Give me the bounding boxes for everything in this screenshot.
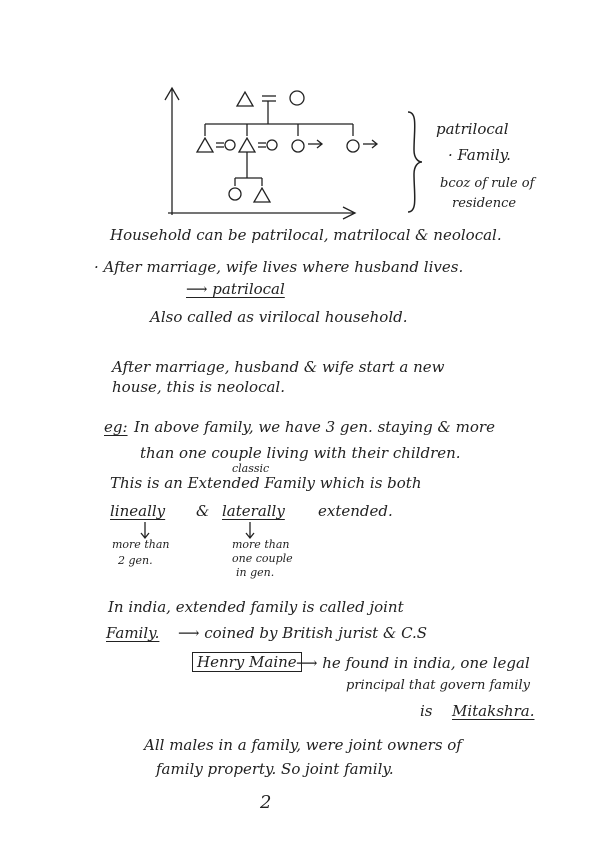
laterally-word: laterally [222, 502, 285, 520]
insert-word: classic [232, 462, 270, 475]
mitakshra-word: Mitakshra. [452, 702, 535, 720]
note-line-16: All males in a family, were joint owners of [144, 736, 462, 754]
arrow-note-left-1: more than [112, 538, 170, 551]
note-line-8: than one couple living with their children. [140, 444, 461, 462]
male-symbol [237, 92, 253, 106]
note-line-14: principal that govern family [346, 678, 531, 693]
note-line-12: ⟶ coined by British jurist & C.S [178, 624, 428, 642]
extended-word: extended. [318, 502, 393, 520]
lineally-word: lineally [110, 502, 166, 520]
note-line-13: ⟶ he found in india, one legal [296, 654, 530, 672]
side-note-line-2: · Family. [448, 146, 511, 164]
family-word: Family. [106, 624, 160, 642]
note-line-2: · After marriage, wife lives where husband lives. [94, 258, 464, 276]
arrow-note-right-1: more than [232, 538, 290, 551]
curly-brace [404, 110, 424, 215]
ampersand: & [196, 502, 210, 520]
note-line-7: In above family, we have 3 gen. staying & more [134, 418, 495, 436]
arrow-note-left-2: 2 gen. [118, 554, 153, 567]
side-note-line-1: patrilocal [436, 120, 509, 138]
note-line-9: This is an Extended Family which is both [110, 474, 422, 492]
note-line-1: Household can be patrilocal, matrilocal & neolocal. [110, 226, 502, 244]
note-line-17: family property. So joint family. [156, 760, 394, 778]
henry-maine-box: Henry Maine [192, 652, 302, 672]
note-line-3: ⟶ patrilocal [186, 280, 285, 298]
note-line-4: Also called as virilocal household. [150, 308, 408, 326]
kinship-diagram [150, 80, 400, 220]
side-note-line-3: bcoz of rule of [440, 176, 535, 191]
page-number: 2 [260, 792, 272, 813]
arrow-note-right-3: in gen. [236, 566, 275, 579]
note-line-6: house, this is neolocal. [112, 378, 285, 396]
example-label: eg: [104, 418, 128, 436]
is-word: is [420, 702, 433, 720]
note-line-5: After marriage, husband & wife start a new [112, 358, 445, 376]
note-line-11: In india, extended family is called joint [108, 598, 404, 616]
arrow-note-right-2: one couple [232, 552, 293, 565]
side-note-line-4: residence [452, 196, 517, 211]
female-symbol [290, 91, 304, 105]
